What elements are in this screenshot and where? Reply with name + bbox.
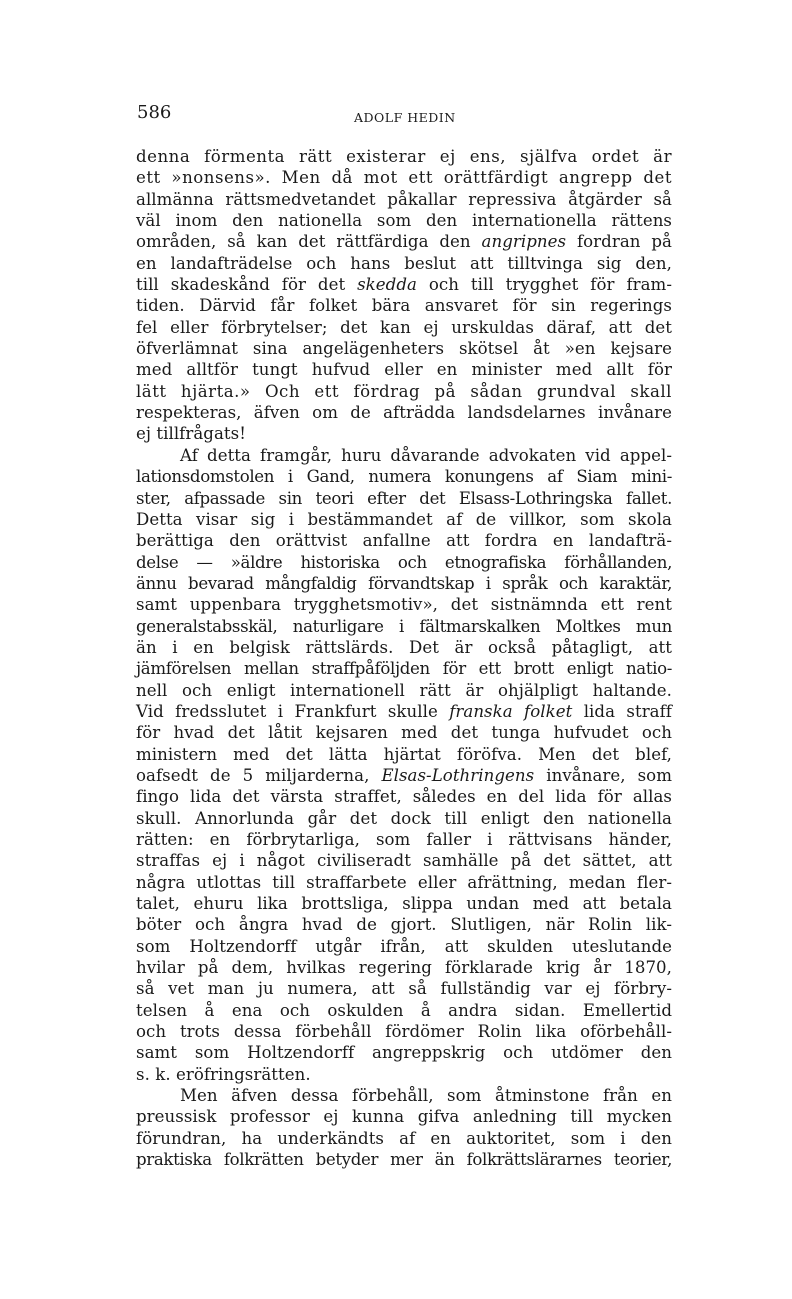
- text-line: praktiska folkrätten betyder mer än folkrättslärarnes teorier,: [136, 1150, 672, 1170]
- text-line: straffas ej i något civiliseradt samhälle på det sättet, att: [136, 851, 672, 871]
- text-line: öfverlämnat sina angelägenheters skötsel åt »en kejsare: [136, 339, 672, 359]
- text-line: ster, afpassade sin teori efter det Elsass-Lothringska fallet.: [136, 488, 672, 508]
- text-line: som Holtzendorff utgår ifrån, att skulden uteslutande: [136, 936, 672, 956]
- text-line: skull. Annorlunda går det dock till enligt den nationella: [136, 808, 672, 828]
- text-line: några utlottas till straffarbete eller afrättning, medan fler-: [136, 872, 672, 892]
- text-line: delse — »äldre historiska och etnografiska förhållanden,: [136, 552, 672, 572]
- text-line: fel eller förbrytelser; det kan ej urskuldas däraf, att det: [136, 317, 672, 337]
- page-number: 586: [137, 102, 172, 123]
- text-line: lätt hjärta.» Och ett fördrag på sådan grundval skall: [136, 381, 672, 401]
- page-header: [137, 102, 677, 132]
- text-line: hvilar på dem, hvilkas regering förklarade krig år 1870,: [136, 958, 672, 978]
- text-line: telsen å ena och oskulden å andra sidan. Emellertid: [136, 1000, 672, 1020]
- running-head: ADOLF HEDIN: [354, 110, 456, 125]
- text-line: samt som Holtzendorff angreppskrig och utdömer den: [136, 1043, 672, 1063]
- text-line: till skadeskånd för det skedda och till trygghet för fram-: [136, 275, 672, 295]
- text-line: Detta visar sig i bestämmandet af de villkor, som skola: [136, 509, 672, 529]
- text-line: Af detta framgår, huru dåvarande advokaten vid appel-: [180, 445, 672, 465]
- text-line: jämförelsen mellan straffpåföljden för ett brott enligt natio-: [136, 659, 672, 679]
- text-line: nell och enligt internationell rätt är ohjälpligt haltande.: [136, 680, 672, 700]
- text-line: preussisk professor ej kunna gifva anledning till mycken: [136, 1107, 672, 1127]
- text-line: lationsdomstolen i Gand, numera konungens af Siam mini-: [136, 467, 672, 487]
- text-line: samt uppenbara trygghetsmotiv», det sistnämnda ett rent: [136, 595, 672, 615]
- text-line: oafsedt de 5 miljarderna, Elsas-Lothringens invånare, som: [136, 765, 672, 785]
- text-line: för hvad det låtit kejsaren med det tunga hufvudet och: [136, 723, 672, 743]
- text-line: ej tillfrågats!: [136, 424, 246, 444]
- text-line: så vet man ju numera, att så fullständig var ej förbry-: [136, 979, 672, 999]
- text-line: talet, ehuru lika brottsliga, slippa undan med att betala: [136, 894, 672, 914]
- body-text: [136, 146, 672, 1171]
- text-line: än i en belgisk rättslärds. Det är också påtagligt, att: [136, 637, 672, 657]
- text-line: tiden. Därvid får folket bära ansvaret för sin regerings: [136, 296, 672, 316]
- text-line: böter och ångra hvad de gjort. Slutligen, när Rolin lik-: [136, 915, 672, 935]
- text-line: väl inom den nationella som den internationella rättens: [136, 211, 672, 231]
- text-line: berättiga den orättvist anfallne att fordra en landafträ-: [136, 531, 672, 551]
- text-line: ett »nonsens». Men då mot ett orättfärdigt angrepp det: [136, 168, 672, 188]
- text-line: och trots dessa förbehåll fördömer Rolin lika oförbehåll-: [136, 1022, 672, 1042]
- text-line: respekteras, äfven om de afträdda landsdelarnes invånare: [136, 403, 672, 423]
- text-line: allmänna rättsmedvetandet påkallar repressiva åtgärder så: [136, 189, 672, 209]
- text-line: generalstabsskäl, naturligare i fältmarskalken Moltkes mun: [136, 616, 672, 636]
- text-line: ännu bevarad mångfaldig förvandtskap i språk och karaktär,: [136, 573, 672, 593]
- text-line: förundran, ha underkändts af en auktoritet, som i den: [136, 1128, 672, 1148]
- text-line: ministern med det lätta hjärtat föröfva. Men det blef,: [136, 744, 672, 764]
- text-line: Vid fredsslutet i Frankfurt skulle franska folket lida straff: [136, 701, 672, 721]
- text-line: rätten: en förbrytarliga, som faller i rättvisans händer,: [136, 830, 672, 849]
- text-line: med alltför tungt hufvud eller en minister med allt för: [136, 360, 672, 380]
- text-line: en landafträdelse och hans beslut att tilltvinga sig den,: [136, 253, 672, 273]
- text-line: fingo lida det värsta straffet, således en del lida för allas: [136, 787, 672, 807]
- text-line: denna förmenta rätt existerar ej ens, själfva ordet är: [136, 147, 672, 166]
- text-line: s. k. eröfringsrätten.: [136, 1064, 311, 1084]
- text-line: Men äfven dessa förbehåll, som åtminstone från en: [180, 1086, 672, 1106]
- text-line: områden, så kan det rättfärdiga den angripnes fordran på: [136, 232, 672, 252]
